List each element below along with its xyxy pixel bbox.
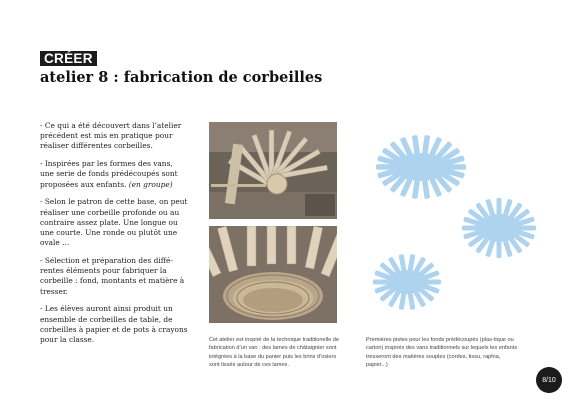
- photo-basket-base: [209, 122, 337, 219]
- bullet-item: - Ce qui a été découvert dans l’atelier précédent est mis en pratique pour réaliser différentes corbeilles.: [40, 121, 182, 151]
- slat: [412, 179, 420, 199]
- small-base-shape: [371, 246, 443, 318]
- slat: [497, 241, 502, 258]
- slat: [399, 292, 407, 310]
- photo-woven-basket: [209, 226, 337, 323]
- bullet-item: - Sélection et préparation des diffé-rentes éléments pour fabriquer la corbeille : fond, montants et matière à tresser.: [40, 256, 185, 296]
- shapes-caption: Premières pistes pour les fonds prédécoupés (plas-tique ou carton) inspirés des vans traditionnels sur lequels les enfants tresseront des matières souples (cordes, tissu, raphia, papier...): [366, 337, 518, 369]
- round-base-shape: [460, 182, 538, 274]
- bullet-list: [40, 121, 188, 353]
- slat: [407, 292, 415, 310]
- slat: [373, 280, 390, 285]
- slat: [399, 254, 407, 272]
- bullet-item: - Inspirées par les formes des vans, une serie de fonds prédécoupés sont proposées aux enfants. (en groupe): [40, 159, 178, 189]
- slat: [462, 226, 479, 231]
- bullet-item: - Les élèves auront ainsi produit un ensemble de corbeilles de table, de corbeilles à papier et de pots à crayons pour la classe.: [40, 304, 188, 345]
- photo-caption: Cet atelier est inspiré de la technique traditionelle de fabrication d’un van : des lames de châtaignier sont intégrées à la base du panier puis les brins d’osiers sont tissés autour de ces lames.: [209, 337, 339, 369]
- slat: [412, 135, 420, 155]
- slat: [376, 164, 395, 170]
- slat: [497, 198, 502, 215]
- slat: [424, 280, 441, 285]
- oval-base-shape: [375, 119, 467, 215]
- page-title: atelier 8 : fabrication de corbeilles: [40, 69, 323, 86]
- slat: [447, 164, 466, 170]
- slat: [519, 226, 536, 231]
- slat: [422, 179, 430, 199]
- bullet-item: - Selon le patron de cette base, on peut réaliser une corbeille profonde ou au contraire assez plate. Une longue ou une courte. Une ronde ou plutôt une ovale ...: [40, 197, 188, 248]
- section-tag: CRÉER: [40, 51, 97, 66]
- slat: [407, 254, 415, 272]
- page-number-badge: 8/10: [536, 367, 562, 393]
- slat: [422, 135, 430, 155]
- bullet-note: (en groupe): [128, 179, 173, 189]
